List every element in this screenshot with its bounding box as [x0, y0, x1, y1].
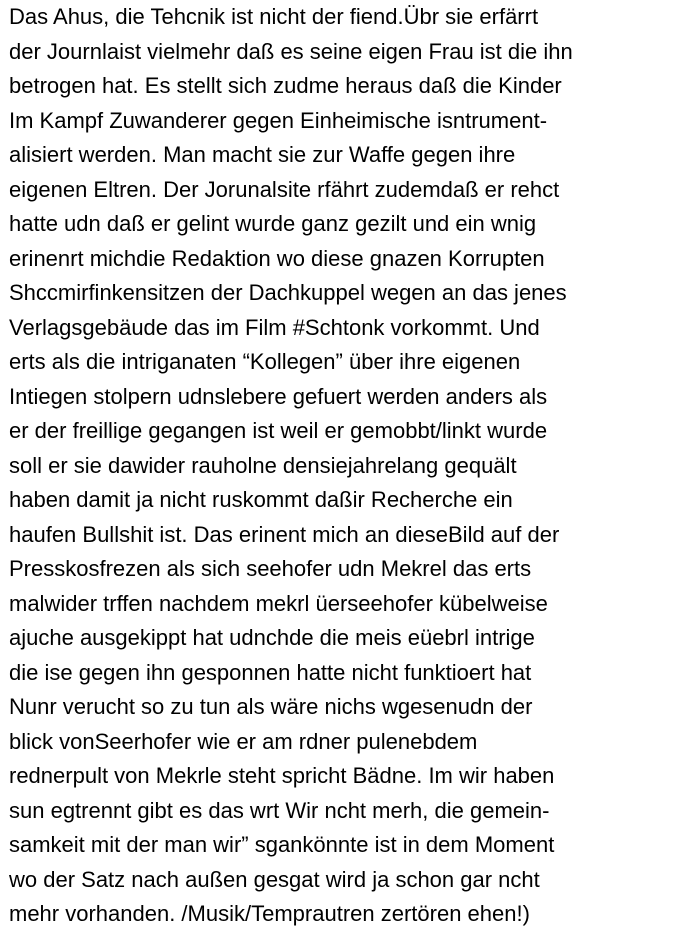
text-line: hatte udn daß er gelint wurde ganz gezilt und ein wnig	[9, 211, 537, 236]
text-line: ajuche ausgekippt hat udnchde die meis eüebrl intrige	[9, 625, 535, 650]
text-line: Nunr verucht so zu tun als wäre nichs wgesenudn der	[9, 694, 533, 719]
text-line: Presskosfrezen als sich seehofer udn Mekrel das erts	[9, 556, 532, 581]
text-line: Das Ahus, die Tehcnik ist nicht der fiend.Übr sie erfärrt	[9, 4, 539, 29]
text-line: sun egtrennt gibt es das wrt Wir ncht merh, die gemein-	[9, 797, 550, 823]
text-line: malwider trffen nachdem mekrl üerseehofer kübelweise	[9, 590, 548, 616]
text-line: Im Kampf Zuwanderer gegen Einheimische isntrument-	[9, 107, 548, 133]
text-line: haben damit ja nicht ruskommt daßir Recherche ein	[9, 487, 513, 512]
text-line: haufen Bullshit ist. Das erinent mich an dieseBild auf der	[9, 521, 560, 547]
text-line: Intiegen stolpern udnslebere gefuert werden anders als	[9, 383, 548, 409]
text-line: Verlagsgebäude das im Film #Schtonk vorkommt. Und	[9, 314, 540, 340]
text-line: eigenen Eltren. Der Jorunalsite rfährt zudemdaß er rehct	[9, 176, 560, 202]
text-line: die ise gegen ihn gesponnen hatte nicht funktioert hat	[9, 659, 532, 685]
text-line: Shccmirfinkensitzen der Dachkuppel wegen an das jenes	[9, 280, 567, 305]
text-line: erinenrt michdie Redaktion wo diese gnazen Korrupten	[9, 245, 545, 271]
text-line: erts als die intriganaten “Kollegen” über ihre eigenen	[9, 349, 521, 374]
text-line: soll er sie dawider rauholne densiejahrelang gequält	[9, 452, 517, 478]
text-line: blick vonSeerhofer wie er am rdner pulenebdem	[9, 728, 478, 754]
text-line: mehr vorhanden. /Musik/Temprautren zertören ehen!)	[9, 901, 530, 926]
text-line: er der freillige gegangen ist weil er gemobbt/linkt wurde	[9, 418, 548, 443]
text-line: alisiert werden. Man macht sie zur Waffe gegen ihre	[9, 142, 516, 167]
text-line: rednerpult von Mekrle steht spricht Bädne. Im wir haben	[9, 763, 555, 788]
body-text	[9, 0, 684, 932]
text-line: betrogen hat. Es stellt sich zudme heraus daß die Kinder	[9, 73, 562, 98]
text-line: wo der Satz nach außen gesgat wird ja schon gar ncht	[9, 866, 540, 892]
text-line: der Journlaist vielmehr daß es seine eigen Frau ist die ihn	[9, 38, 573, 64]
text-line: samkeit mit der man wir” sgankönnte ist in dem Moment	[9, 832, 555, 857]
